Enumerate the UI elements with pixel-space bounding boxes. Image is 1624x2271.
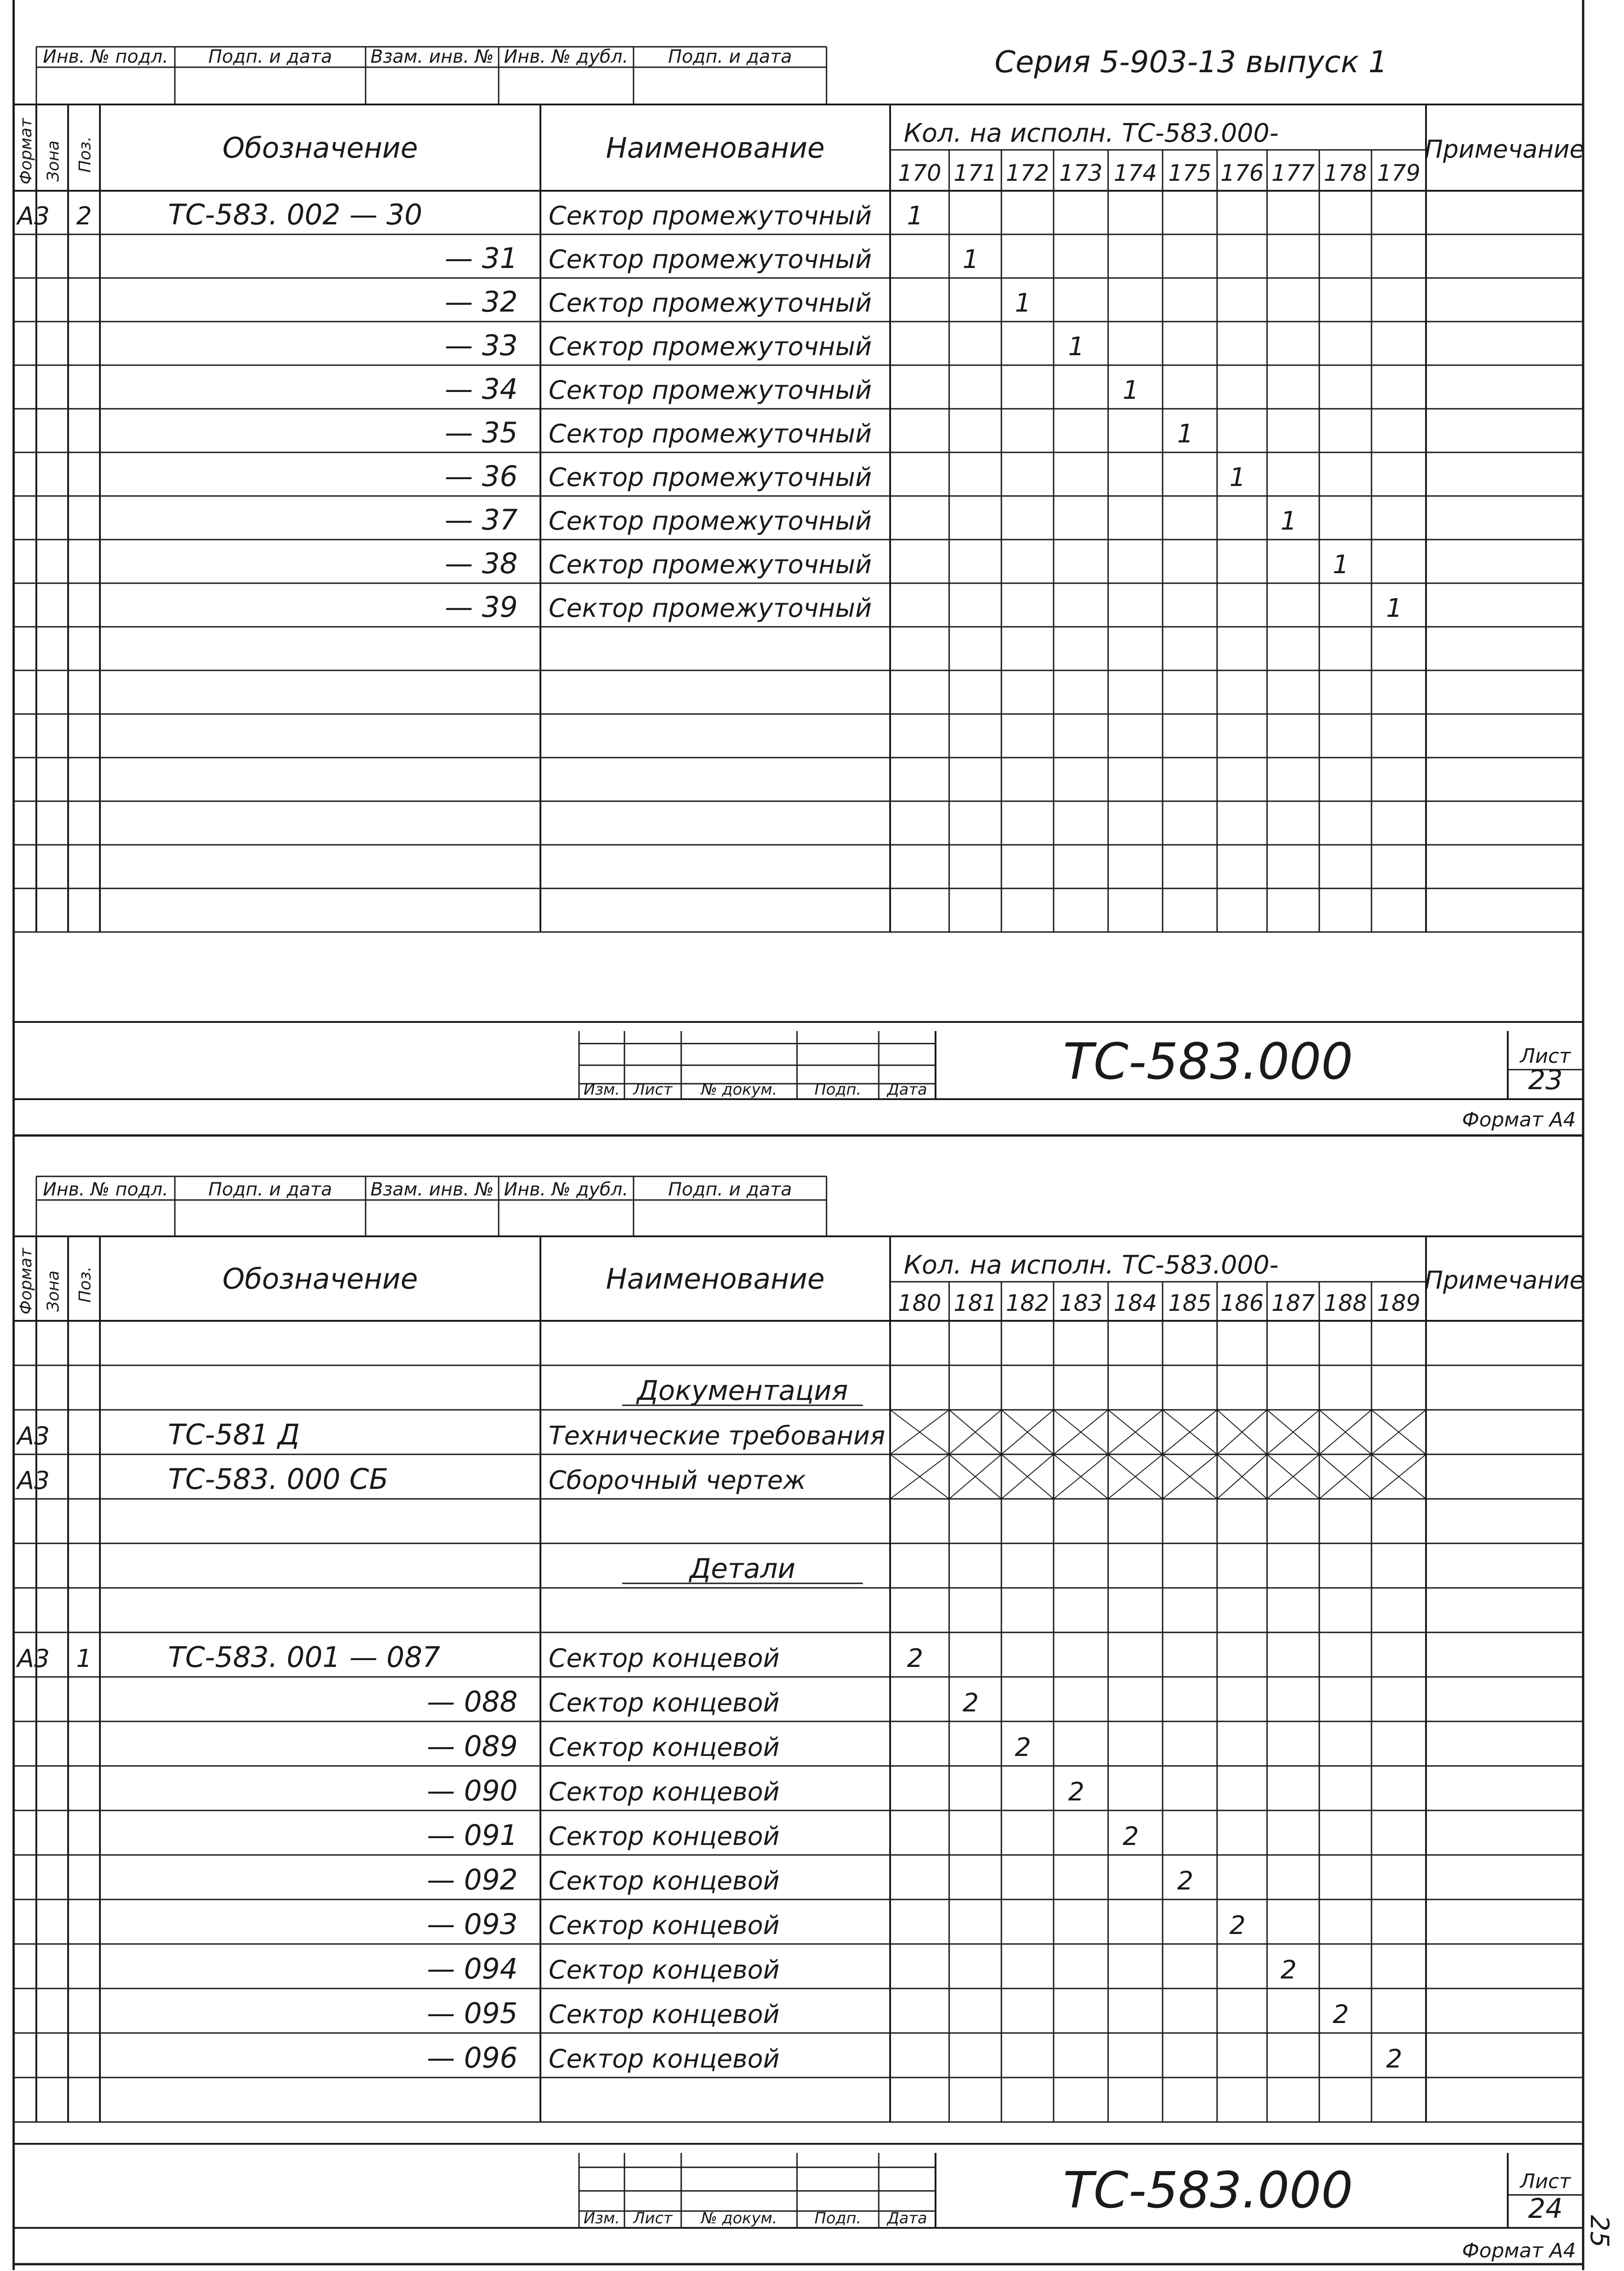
sheet2-exec-col-187: 187 — [1271, 1290, 1315, 1316]
sheet2-cell-qty: 2 — [1068, 1777, 1084, 1807]
sheet2-stamp-label: Инв. № дубл. — [504, 1179, 629, 1200]
sheet1-exec-col-178: 178 — [1323, 160, 1367, 186]
sheet2-stamp-label: Подп. и дата — [208, 1179, 332, 1200]
sheet2-cell-name: Сектор концевой — [549, 1955, 780, 1985]
sheet2-exec-col-184: 184 — [1114, 1290, 1157, 1316]
sheet1-cell-qty: 1 — [1068, 332, 1084, 362]
sheet1-exec-col-170: 170 — [898, 160, 941, 186]
sheet2-hdr-pos: Поз. — [76, 1266, 94, 1303]
sheet1-cell-name: Сектор промежуточный — [549, 594, 872, 623]
sheet1-hdr-designation: Обозначение — [222, 131, 418, 164]
sheet2-cell-qty: 2 — [1386, 2044, 1402, 2074]
sheet1-stamp-label: Подп. и дата — [668, 46, 792, 67]
sheet2-cell-designation: — 096 — [426, 2041, 518, 2074]
sheet2-cell-format: А3 — [17, 1422, 50, 1450]
sheet2-cell-name: Сектор концевой — [549, 1866, 780, 1896]
sheet1-format-label: Формат А4 — [1462, 1108, 1576, 1131]
sheet2-cell-designation: — 089 — [426, 1730, 518, 1763]
sheet2-cell-name: Сектор концевой — [549, 2044, 780, 2074]
sheet1-hdr-pos: Поз. — [76, 136, 94, 173]
sheet2-format-label: Формат А4 — [1462, 2239, 1576, 2262]
sheet1-cell-name: Сектор промежуточный — [549, 288, 872, 318]
sheet2-hdr-name: Наименование — [606, 1262, 825, 1295]
sheet1-cell-designation: — 39 — [445, 590, 518, 624]
sheet1-cell-designation: — 37 — [445, 503, 518, 536]
sheet1-cell-designation: — 35 — [445, 416, 518, 449]
sheet2-cell-designation: ТС-583. 001 — 087 — [168, 1641, 441, 1674]
sheet2-cell-name: Сектор концевой — [549, 1733, 780, 1762]
sheet2-tb-label: Дата — [887, 2209, 927, 2227]
sheet2-cell-name: Сектор концевой — [549, 1822, 780, 1851]
sheet2-exec-col-181: 181 — [953, 1290, 997, 1316]
sheet2-exec-col-186: 186 — [1220, 1290, 1264, 1316]
sheet1-cell-designation: — 34 — [445, 372, 518, 406]
sheet2-cell-name: Технические требования — [549, 1421, 886, 1451]
sheet2-hdr-designation: Обозначение — [222, 1262, 418, 1295]
sheet1-cell-designation: ТС-583. 002 — 30 — [168, 198, 422, 231]
sheet2-cell-designation: — 091 — [426, 1819, 518, 1852]
sheet2-cell-designation: — 095 — [426, 1997, 518, 2030]
sheet2-tb-label: Подп. — [814, 2209, 862, 2227]
sheet1-cell-qty: 1 — [962, 245, 979, 274]
sheet1-hdr-name: Наименование — [606, 131, 825, 164]
sheet1-cell-name: Сектор промежуточный — [549, 550, 872, 580]
sheet2-section-title: Детали — [689, 1553, 796, 1585]
sheet1-hdr-zone: Зона — [44, 140, 63, 182]
sheet1-tb-label: Изм. — [584, 1081, 620, 1099]
sheet1-cell-qty: 1 — [1015, 288, 1031, 318]
sheet2-cell-format: А3 — [17, 1466, 50, 1495]
sheet2-exec-col-185: 185 — [1168, 1290, 1212, 1316]
sheet2-doc-code: ТС-583.000 — [1063, 2161, 1353, 2219]
sheet2-hdr-zone: Зона — [44, 1270, 63, 1312]
sheet2-exec-col-180: 180 — [898, 1290, 941, 1316]
sheet2-cell-name: Сектор концевой — [549, 1911, 780, 1940]
sheet1-exec-col-173: 173 — [1059, 160, 1103, 186]
sheet2-tb-label: Лист — [633, 2209, 673, 2227]
sheet2-cell-name: Сектор концевой — [549, 2000, 780, 2029]
sheet2-exec-col-189: 189 — [1377, 1290, 1421, 1316]
sheet1-doc-code: ТС-583.000 — [1063, 1032, 1353, 1091]
sheet2-cell-qty: 2 — [1229, 1911, 1246, 1940]
sheet1-cell-name: Сектор промежуточный — [549, 201, 872, 231]
sheet1-exec-col-171: 171 — [953, 160, 997, 186]
sheet1-tb-label: Подп. — [814, 1081, 862, 1099]
sheet1-cell-pos: 2 — [76, 202, 92, 230]
sheet1-cell-designation: — 33 — [445, 329, 518, 362]
sheet1-cell-name: Сектор промежуточный — [549, 463, 872, 492]
sheet2-tb-label: № докум. — [701, 2209, 777, 2227]
sheet1-tb-label: № докум. — [701, 1081, 777, 1099]
series-header: Серия 5-903-13 выпуск 1 — [995, 45, 1388, 79]
sheet1-exec-col-172: 172 — [1005, 160, 1050, 186]
sheet2-cell-designation: — 088 — [426, 1685, 518, 1718]
sheet2-cell-name: Сектор концевой — [549, 1644, 780, 1673]
sheet1-tb-label: Дата — [887, 1081, 927, 1099]
sheet2-exec-col-182: 182 — [1005, 1290, 1050, 1316]
sheet2-exec-col-183: 183 — [1059, 1290, 1103, 1316]
sheet1-cell-qty: 1 — [1332, 550, 1349, 580]
sheet2-cell-designation: — 093 — [426, 1908, 518, 1941]
sheet1-cell-qty: 1 — [907, 201, 923, 231]
sheet2-hdr-note: Примечание — [1424, 1266, 1585, 1294]
sheet2-sheet-number: 24 — [1528, 2193, 1563, 2225]
sheet1-cell-name: Сектор промежуточный — [549, 245, 872, 274]
sheet2-cell-pos: 1 — [76, 1644, 92, 1673]
sheet2-tb-label: Изм. — [584, 2209, 620, 2227]
sheet2-exec-col-188: 188 — [1323, 1290, 1367, 1316]
sheet2-cell-name: Сектор концевой — [549, 1777, 780, 1807]
sheet2-cell-designation: — 094 — [426, 1952, 518, 1985]
sheet1-stamp-label: Взам. инв. № — [370, 46, 494, 67]
sheet1-cell-designation: — 36 — [445, 460, 518, 493]
sheet2-sheet-label: Лист — [1520, 2170, 1571, 2193]
page-number: 25 — [1584, 2215, 1614, 2248]
sheet1-cell-name: Сектор промежуточный — [549, 506, 872, 536]
sheet1-sheet-number: 23 — [1528, 1064, 1563, 1096]
sheet1-hdr-qty-group: Кол. на исполн. ТС-583.000- — [904, 119, 1279, 148]
sheet2-cell-name: Сборочный чертеж — [549, 1466, 806, 1495]
sheet1-exec-col-176: 176 — [1220, 160, 1264, 186]
sheet1-cell-name: Сектор промежуточный — [549, 332, 872, 362]
sheet2-cell-qty: 2 — [1177, 1866, 1193, 1896]
sheet1-exec-col-179: 179 — [1377, 160, 1421, 186]
sheet1-cell-qty: 1 — [1280, 506, 1297, 536]
sheet2-cell-designation: ТС-583. 000 СБ — [168, 1463, 389, 1496]
sheet1-cell-designation: — 32 — [445, 285, 518, 318]
sheet1-stamp-label: Инв. № дубл. — [504, 46, 629, 67]
sheet2-stamp-label: Инв. № подл. — [43, 1179, 168, 1200]
sheet1-cell-qty: 1 — [1123, 376, 1139, 405]
sheet1-sheet-label: Лист — [1520, 1045, 1571, 1068]
sheet1-cell-name: Сектор промежуточный — [549, 376, 872, 405]
sheet1-stamp-label: Инв. № подл. — [43, 46, 168, 67]
sheet2-cell-qty: 2 — [962, 1688, 979, 1718]
sheet1-hdr-format: Формат — [17, 118, 35, 184]
sheet2-cell-designation: — 092 — [426, 1863, 518, 1896]
sheet2-cell-designation: ТС-581 Д — [168, 1418, 300, 1451]
sheet1-cell-designation: — 38 — [445, 547, 518, 580]
sheet1-exec-col-177: 177 — [1271, 160, 1315, 186]
sheet1-tb-label: Лист — [633, 1081, 673, 1099]
sheet1-exec-col-174: 174 — [1114, 160, 1157, 186]
sheet2-cell-qty: 2 — [1015, 1733, 1031, 1762]
sheet2-hdr-format: Формат — [17, 1248, 35, 1314]
sheet2-cell-designation: — 090 — [426, 1774, 518, 1807]
sheet1-cell-qty: 1 — [1229, 463, 1246, 492]
sheet2-cell-qty: 2 — [1280, 1955, 1297, 1985]
sheet1-cell-name: Сектор промежуточный — [549, 419, 872, 449]
sheet2-cell-qty: 2 — [907, 1644, 923, 1673]
sheet1-cell-format: А3 — [17, 202, 50, 230]
sheet2-hdr-qty-group: Кол. на исполн. ТС-583.000- — [904, 1250, 1279, 1280]
sheet2-cell-format: А3 — [17, 1644, 50, 1673]
sheet2-stamp-label: Взам. инв. № — [370, 1179, 494, 1200]
sheet1-stamp-label: Подп. и дата — [208, 46, 332, 67]
sheet1-cell-designation: — 31 — [445, 242, 518, 275]
sheet2-stamp-label: Подп. и дата — [668, 1179, 792, 1200]
sheet1-hdr-note: Примечание — [1424, 135, 1585, 164]
sheet2-section-title: Документация — [637, 1375, 848, 1407]
sheet2-cell-qty: 2 — [1123, 1822, 1139, 1851]
sheet2-cell-qty: 2 — [1332, 2000, 1349, 2029]
sheet1-exec-col-175: 175 — [1168, 160, 1212, 186]
sheet1-cell-qty: 1 — [1386, 594, 1402, 623]
sheet2-cell-name: Сектор концевой — [549, 1688, 780, 1718]
sheet1-cell-qty: 1 — [1177, 419, 1193, 449]
